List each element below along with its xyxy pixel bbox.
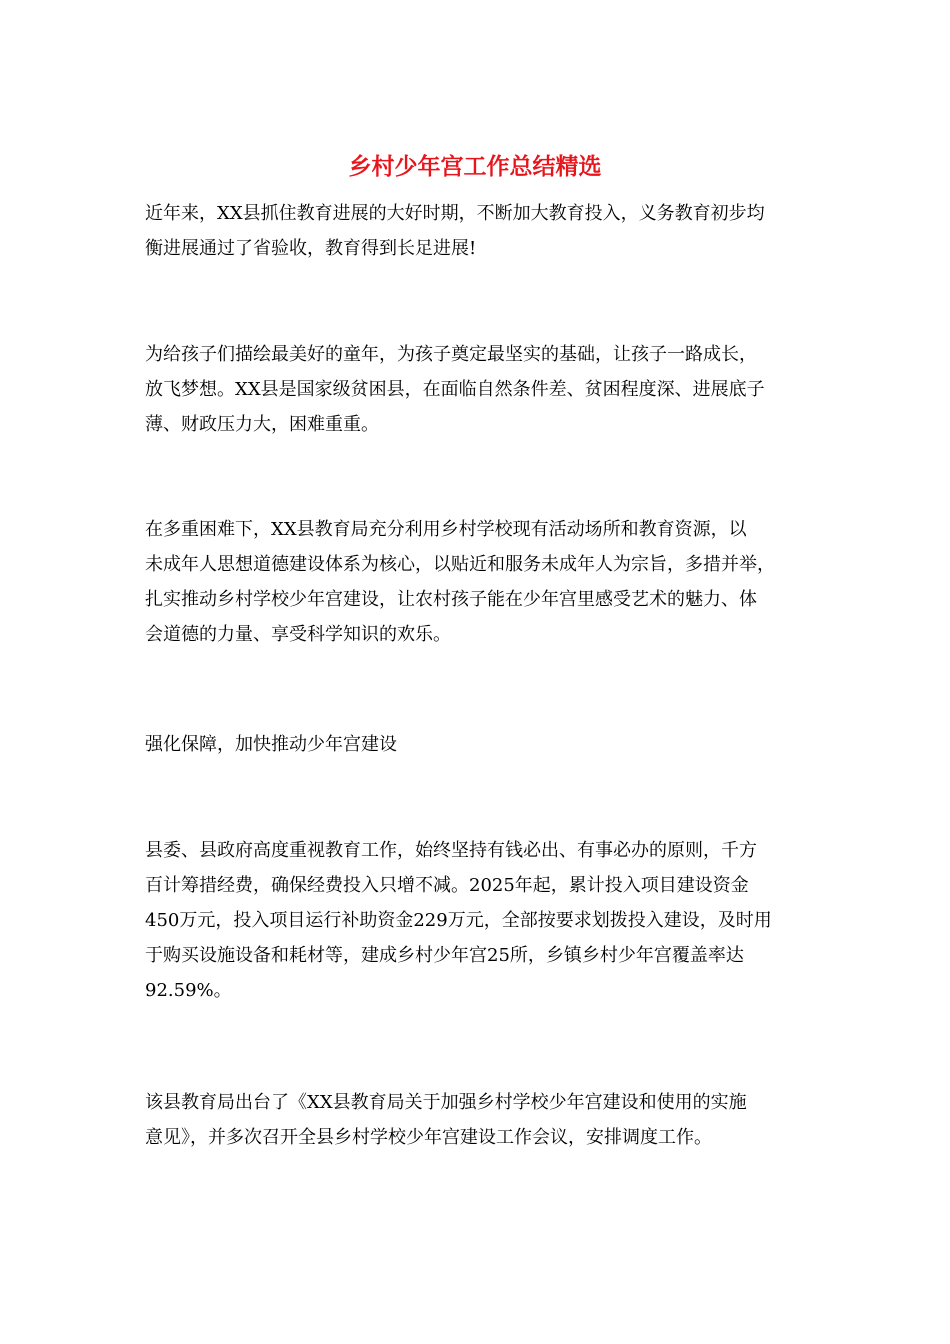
paragraph-line: 衡进展通过了省验收，教育得到长足进展! — [145, 238, 477, 259]
document-title: 乡村少年宫工作总结精选 — [348, 154, 602, 180]
paragraph-line: 扎实推动乡村学校少年宫建设，让农村孩子能在少年宫里感受艺术的魅力、体 — [145, 589, 757, 610]
paragraph-line: 放飞梦想。XX县是国家级贫困县，在面临自然条件差、贫困程度深、进展底子 — [145, 379, 765, 400]
paragraph — [145, 196, 810, 266]
paragraph-line: 百计筹措经费，确保经费投入只增不减。2025年起，累计投入项目建设资金 — [145, 875, 749, 896]
paragraph — [145, 512, 810, 652]
paragraph-line: 未成年人思想道德建设体系为核心，以贴近和服务未成年人为宗旨，多措并举， — [145, 554, 775, 575]
paragraph-line: 450万元，投入项目运行补助资金229万元，全部按要求划拨投入建设，及时用 — [145, 910, 772, 931]
paragraph-line: 92.59%。 — [145, 980, 232, 1001]
paragraph-line: 县委、县政府高度重视教育工作，始终坚持有钱必出、有事必办的原则，千方 — [145, 840, 757, 861]
paragraph — [145, 337, 810, 442]
paragraph — [145, 833, 810, 1008]
paragraph-line: 于购买设施设备和耗材等，建成乡村少年宫25所，乡镇乡村少年宫覆盖率达 — [145, 945, 744, 966]
paragraph-line: 在多重困难下，XX县教育局充分利用乡村学校现有活动场所和教育资源，以 — [145, 519, 747, 540]
paragraph-line: 该县教育局出台了《XX县教育局关于加强乡村学校少年宫建设和使用的实施 — [145, 1092, 747, 1113]
paragraph — [145, 1085, 810, 1155]
paragraph-line: 意见》，并多次召开全县乡村学校少年宫建设工作会议，安排调度工作。 — [145, 1127, 712, 1148]
paragraph-line: 强化保障，加快推动少年宫建设 — [145, 734, 397, 755]
paragraph-line: 会道德的力量、享受科学知识的欢乐。 — [145, 624, 451, 645]
section-heading — [145, 727, 810, 762]
paragraph-line: 薄、财政压力大，困难重重。 — [145, 414, 379, 435]
paragraph-line: 为给孩子们描绘最美好的童年，为孩子奠定最坚实的基础，让孩子一路成长， — [145, 344, 757, 365]
paragraph-line: 近年来，XX县抓住教育进展的大好时期，不断加大教育投入，义务教育初步均 — [145, 203, 765, 224]
